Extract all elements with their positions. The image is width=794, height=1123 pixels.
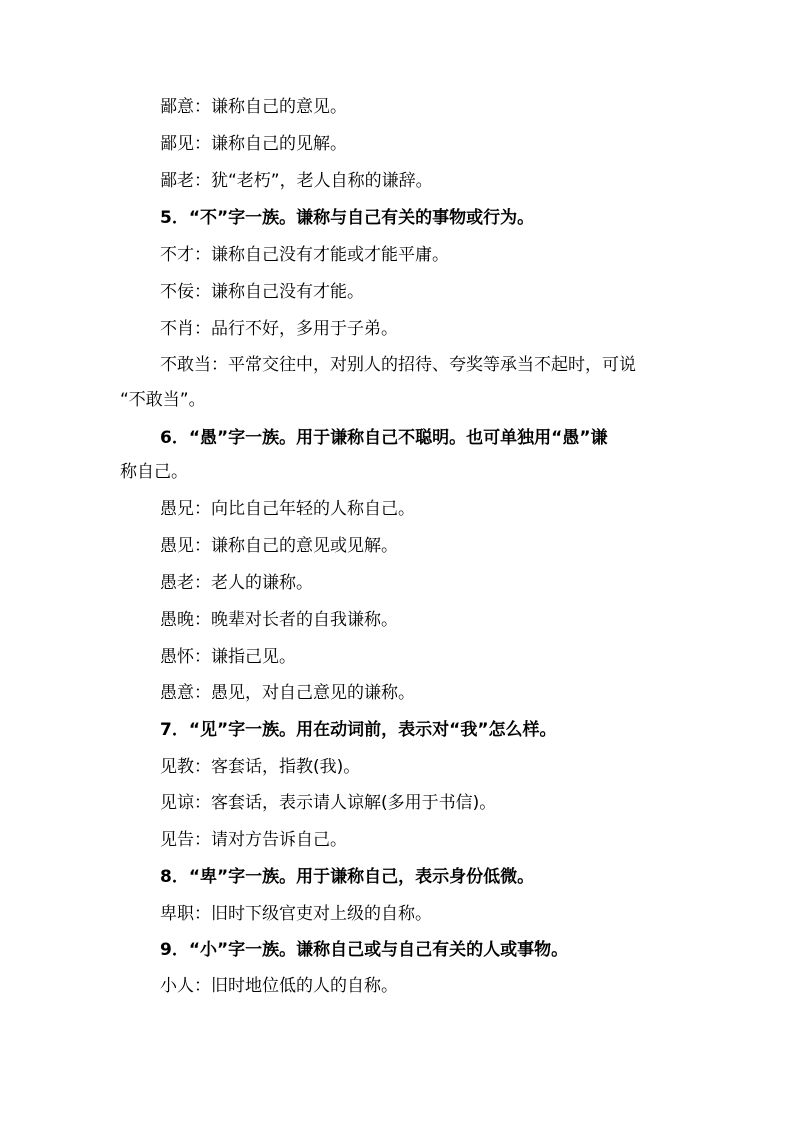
entry-bu-gan-dang-continued: “不敢当”。	[120, 390, 206, 410]
section-heading-xiao: 9．“小”字一族。谦称自己或与自己有关的人或事物。	[160, 940, 569, 960]
section-heading-jian: 7．“见”字一族。用在动词前，表示对“我”怎么样。	[160, 720, 557, 740]
section-heading-bu: 5．“不”字一族。谦称与自己有关的事物或行为。	[160, 208, 535, 228]
entry-yu-wan: 愚晚：晚辈对长者的自我谦称。	[160, 610, 398, 630]
entry-yu-yi: 愚意：愚见，对自己意见的谦称。	[160, 683, 415, 703]
entry-yu-lao: 愚老：老人的谦称。	[160, 573, 313, 593]
entry-yu-xiong: 愚兄：向比自己年轻的人称自己。	[160, 499, 415, 519]
entry-bi-yi: 鄙意：谦称自己的意见。	[160, 97, 347, 117]
entry-bu-cai: 不才：谦称自己没有才能或才能平庸。	[160, 245, 449, 265]
entry-bi-jian: 鄙见：谦称自己的见解。	[160, 134, 347, 154]
section-heading-bei: 8．“卑”字一族。用于谦称自己，表示身份低微。	[160, 867, 535, 887]
entry-yu-huai: 愚怀：谦指己见。	[160, 647, 296, 667]
section-heading-yu-continued: 称自己。	[120, 462, 188, 482]
entry-jian-jiao: 见教：客套话，指教(我)。	[160, 757, 361, 777]
entry-bu-xiao: 不肖：品行不好，多用于子弟。	[160, 319, 398, 339]
entry-xiao-ren: 小人：旧时地位低的人的自称。	[160, 976, 398, 996]
entry-bu-ning: 不佞：谦称自己没有才能。	[160, 282, 364, 302]
entry-jian-liang: 见谅：客套话，表示请人谅解(多用于书信)。	[160, 793, 497, 813]
entry-yu-jian: 愚见：谦称自己的意见或见解。	[160, 536, 398, 556]
entry-bi-lao: 鄙老：犹“老朽”，老人自称的谦辞。	[160, 171, 433, 191]
section-heading-yu: 6．“愚”字一族。用于谦称自己不聪明。也可单独用“愚”谦	[160, 428, 608, 448]
entry-jian-gao: 见告：请对方告诉自己。	[160, 830, 347, 850]
entry-bei-zhi: 卑职：旧时下级官吏对上级的自称。	[160, 904, 432, 924]
entry-bu-gan-dang: 不敢当：平常交往中，对别人的招待、夸奖等承当不起时，可说	[160, 355, 636, 375]
